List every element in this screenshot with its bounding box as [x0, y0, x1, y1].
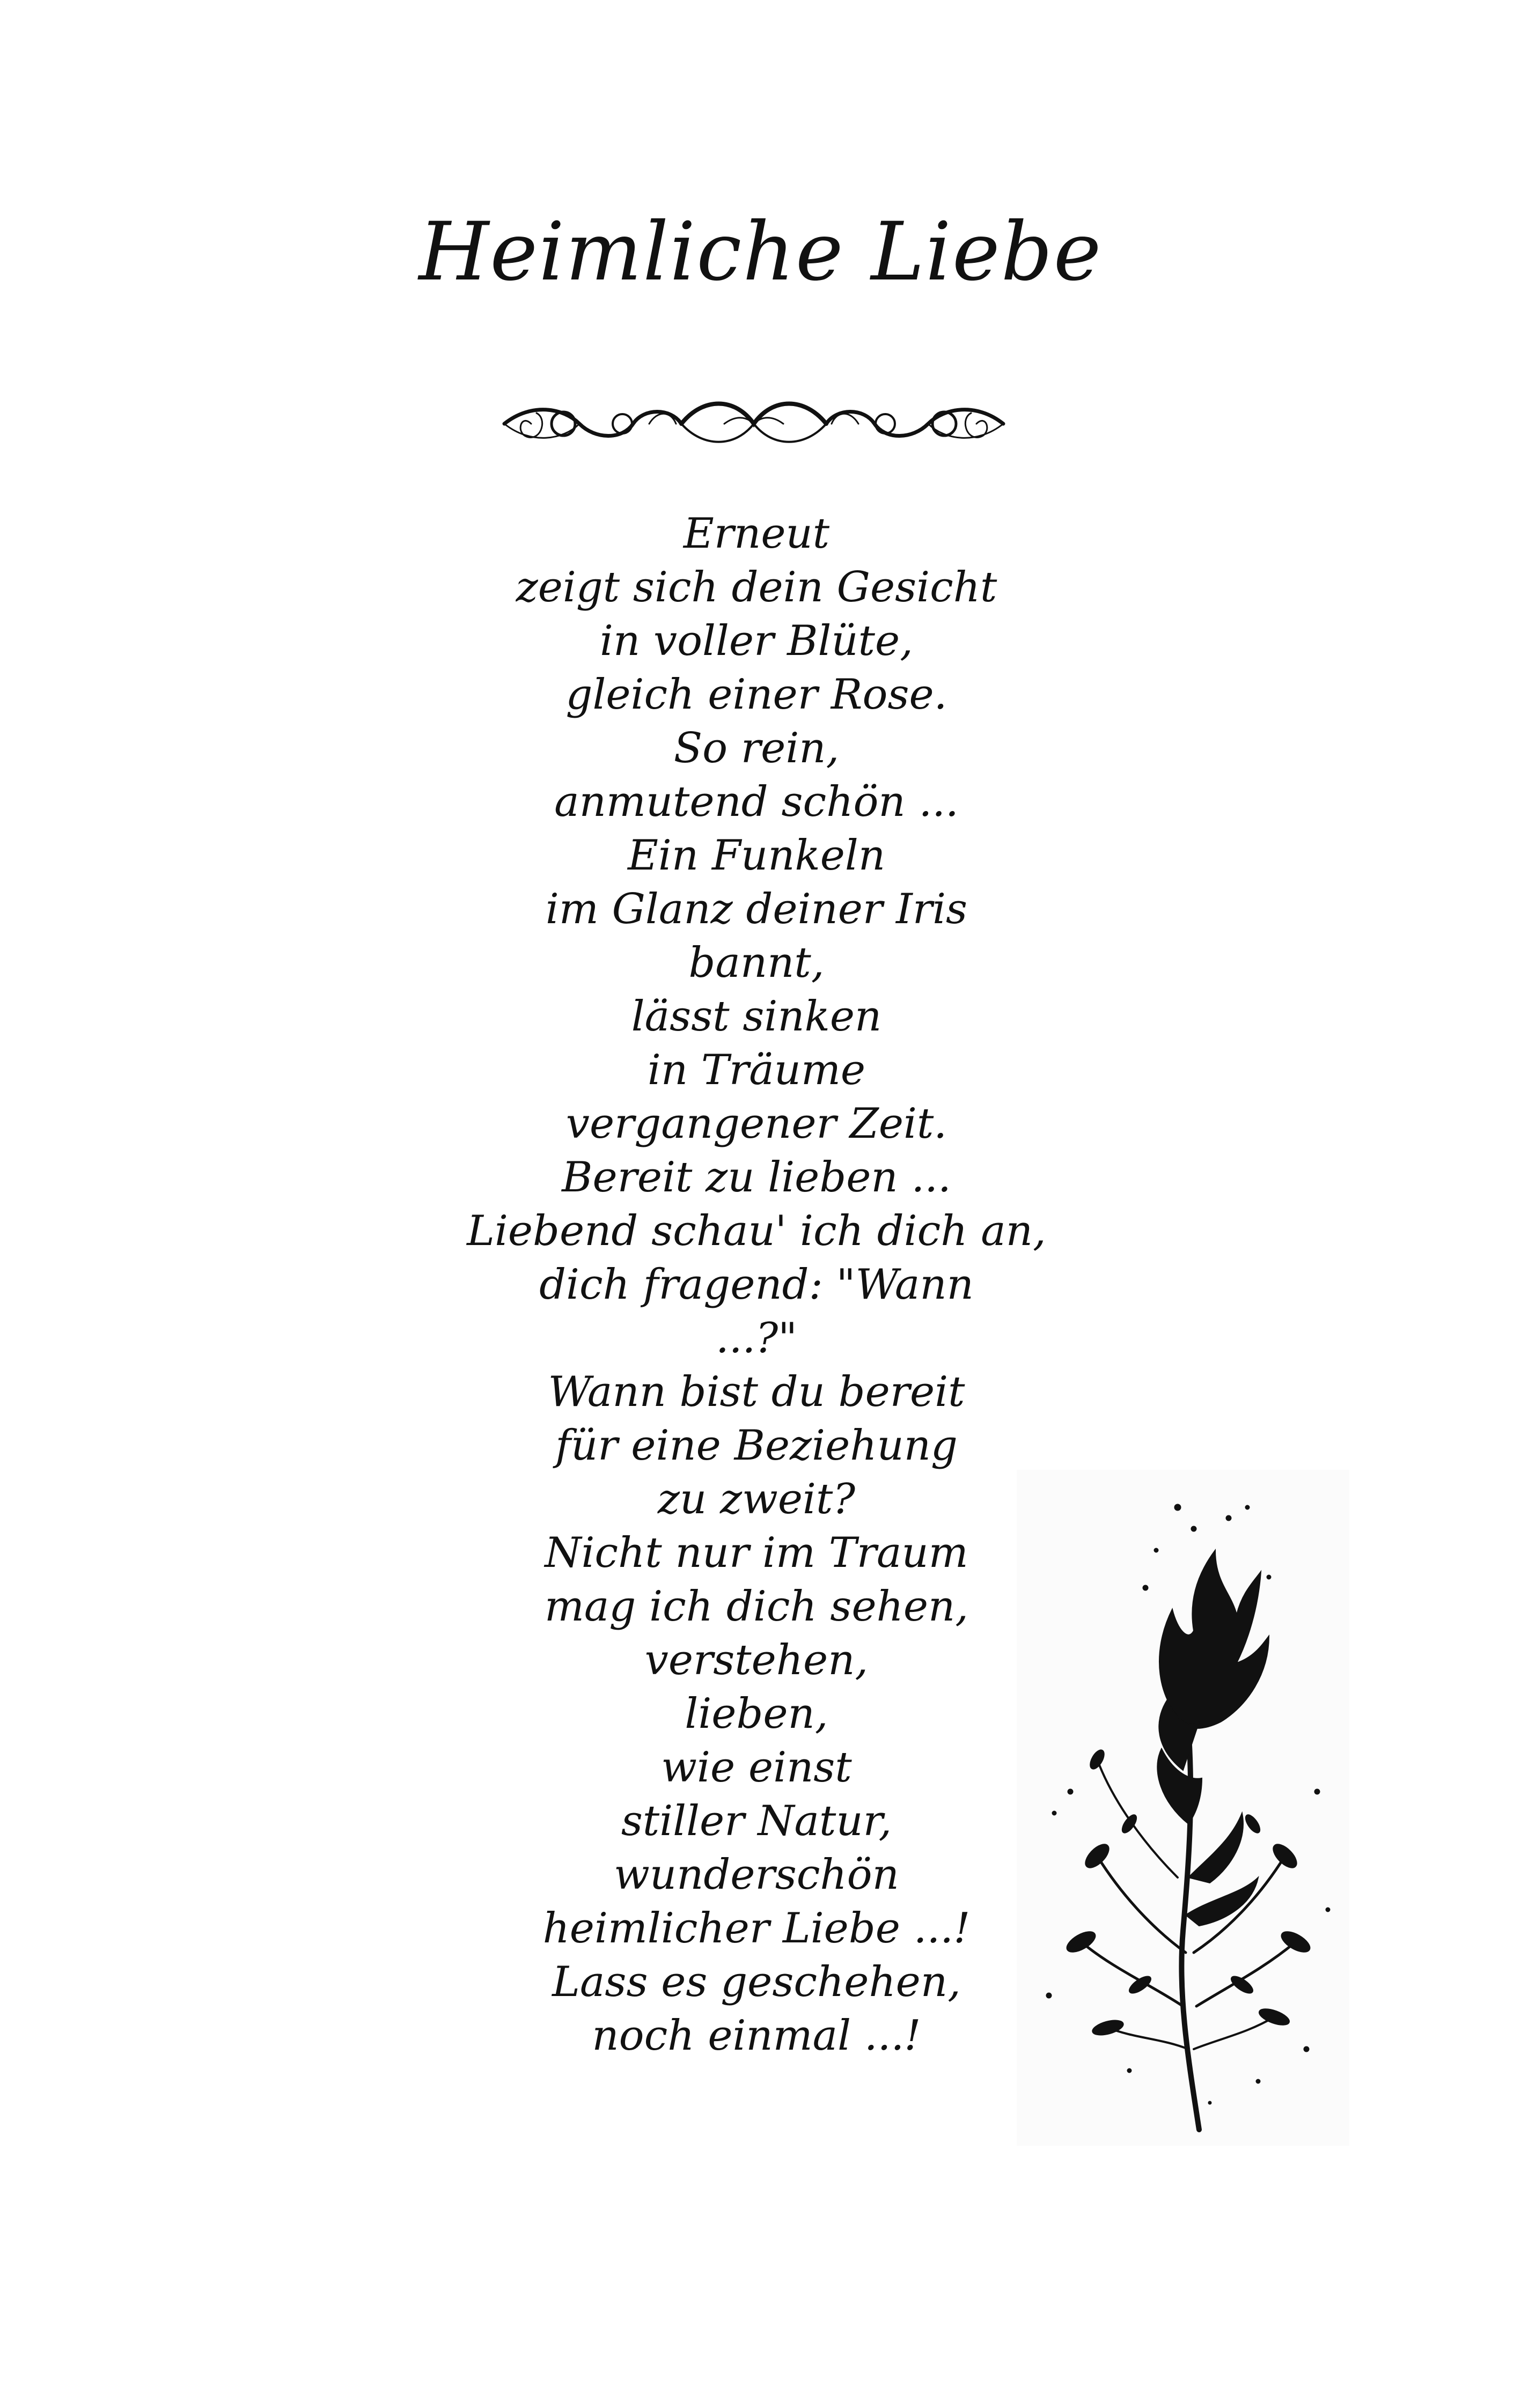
poem-line: Liebend schau' ich dich an,: [467, 1207, 1046, 1255]
poem-line: Erneut: [683, 510, 830, 558]
feather-ink-illustration-icon: [1017, 1470, 1349, 2146]
poem-line: So rein,: [673, 724, 840, 772]
poem-line: Wann bist du bereit: [548, 1368, 965, 1416]
poem-line: Ein Funkeln: [627, 831, 886, 880]
poem-line: für eine Beziehung: [555, 1422, 958, 1470]
poem-line: ...?": [715, 1314, 798, 1363]
poem-line: vergangener Zeit.: [565, 1100, 947, 1148]
poem-line: wie einst: [661, 1743, 852, 1792]
poem-body: [456, 507, 1057, 2063]
poem-line: Bereit zu lieben ...: [562, 1153, 951, 1202]
poem-line: heimlicher Liebe ...!: [542, 1904, 971, 1953]
poem-line: in voller Blüte,: [600, 617, 913, 665]
poem-line: in Träume: [647, 1046, 866, 1094]
poem-line: noch einmal ...!: [592, 2012, 921, 2060]
poem-line: Nicht nur im Traum: [545, 1529, 968, 1577]
poem-line: lässt sinken: [631, 992, 882, 1041]
poem-line: bannt,: [688, 939, 825, 987]
poem-line: im Glanz deiner Iris: [545, 885, 968, 933]
poem-line: Lass es geschehen,: [552, 1958, 961, 2006]
poem-line: dich fragend: "Wann: [539, 1261, 974, 1309]
poem-line: wunderschön: [614, 1851, 899, 1899]
poem-line: lieben,: [685, 1690, 828, 1738]
poem-line: gleich einer Rose.: [565, 671, 947, 719]
poem-line: zu zweit?: [657, 1475, 856, 1523]
poem-line: stiller Natur,: [621, 1797, 892, 1845]
poem-line: verstehen,: [644, 1636, 869, 1684]
poem-line: anmutend schön ...: [554, 778, 959, 826]
poem-title: Heimliche Liebe: [418, 205, 1103, 299]
flourish-divider-icon: [499, 386, 1009, 461]
poem-line: mag ich dich sehen,: [544, 1582, 969, 1631]
poem-line: zeigt sich dein Gesicht: [516, 563, 997, 612]
